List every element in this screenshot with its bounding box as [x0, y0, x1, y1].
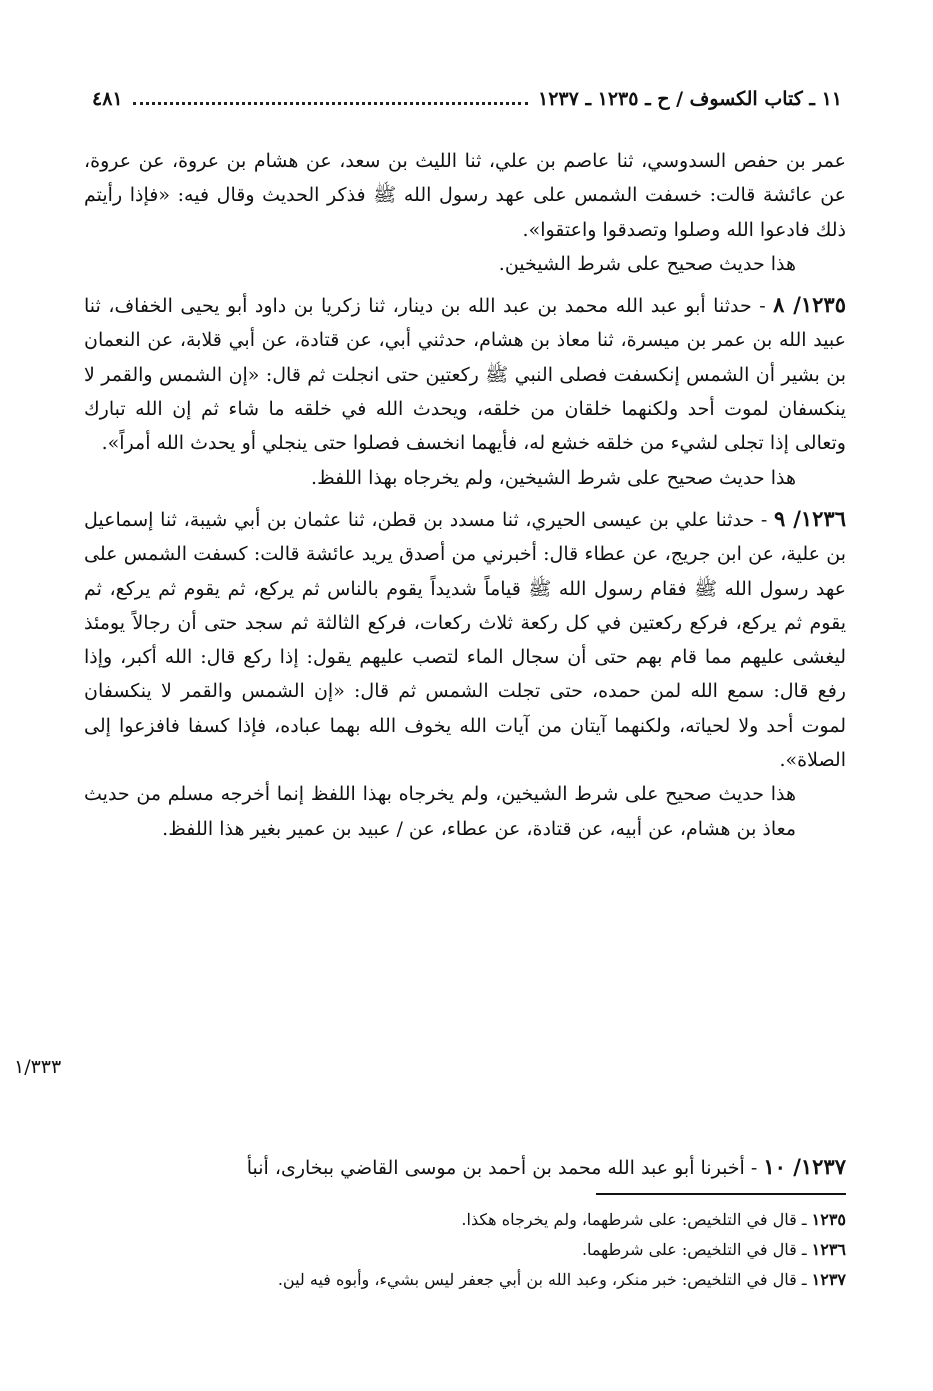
footnote-number: ١٢٣٧ — [811, 1270, 846, 1289]
hadith-1237 — [84, 1150, 846, 1185]
hadith-1235 — [84, 288, 846, 460]
footnote-text: ـ قال في التلخيص: خبر منكر، وعبد الله بن أبي جعفر ليس بشيء، وأبوه فيه لين. — [277, 1270, 812, 1289]
verdict-2: هذا حديث صحيح على شرط الشيخين، ولم يخرجاه بهذا اللفظ. — [311, 466, 796, 489]
page-header — [92, 84, 842, 114]
dotted-leader — [133, 102, 528, 105]
footnote — [84, 1265, 846, 1295]
hadith-number-1235: ١٢٣٥/ ٨ — [773, 292, 846, 318]
hadith-text-1235: - حدثنا أبو عبد الله محمد بن عبد الله بن دينار، ثنا زكريا بن داود أبو يحيى الخفاف، ثنا عبيد الله بن عمر بن ميسرة، ثنا معاذ بن هشام، حدثني أبي، عن قتادة، عن أبي قلابة، عن النعمان بن بشير أن الشمس إنكسفت فصلى النبي ﷺ ركعتين حتى انجلت ثم قال: «إن الشمس والقمر لا ينكسفان لموت أحد ولكنهما خلقان من خلقه، ويحدث الله في خلقه ما شاء ثم إن الله تبارك وتعالى إذا تجلى لشيء من خلقه خشع له، فأيهما انخسف فصلوا حتى ينجلي أو يحدث الله أمراً». — [84, 295, 846, 455]
hadith-number-1236: ١٢٣٦/ ٩ — [773, 505, 846, 531]
footnote — [84, 1205, 846, 1235]
footnotes — [84, 1205, 846, 1295]
hadith-text-1236: - حدثنا علي بن عيسى الحيري، ثنا مسدد بن قطن، ثنا عثمان بن أبي شيبة، ثنا إسماعيل بن علية، عن ابن جريج، عن عطاء قال: أخبرني من أصدق يريد عائشة قالت: كسفت الشمس على عهد رسول الله ﷺ فقام رسول الله ﷺ قياماً شديداً يقوم بالناس ثم يركع، ثم يقوم ثم يركع، ثم يقوم ثم يركع، فركع ركعتين في كل ركعة ثلاث ركعات، فركع الثالثة ثم سجد حتى أن رجالاً يومئذ ليغشى عليهم مما قام بهم حتى أن سجال الماء لتصب عليهم يقول: إذا ركع قال: الله أكبر، وإذا رفع قال: سمع الله لمن حمده، حتى تجلت الشمس ثم قال: «إن الشمس والقمر لا ينكسفان لموت أحد ولا لحياته، ولكنهما آيتان من آيات الله يخوف الله بهما عباده، فإذا كسفا فافزعوا إلى الصلاة». — [84, 508, 846, 772]
footnote-separator — [596, 1193, 846, 1195]
verdict-1: هذا حديث صحيح على شرط الشيخين. — [498, 252, 796, 275]
running-title: ١١ ـ كتاب الكسوف / ح ـ ١٢٣٥ ـ ١٢٣٧ — [538, 88, 842, 110]
footnote-text: ـ قال في التلخيص: على شرطهما، ولم يخرجاه هكذا. — [461, 1210, 812, 1229]
main-text — [84, 144, 846, 853]
hadith-text-1237: - أخبرنا أبو عبد الله محمد بن أحمد بن موسى القاضي ببخارى، أنبأ — [246, 1157, 764, 1179]
hadith-1236 — [84, 502, 846, 777]
paragraph-continuation: عمر بن حفص السدوسي، ثنا عاصم بن علي، ثنا الليث بن سعد، عن هشام بن عروة، عن عروة، عن عائشة قالت: خسفت الشمس على عهد رسول الله ﷺ فذكر الحديث وقال فيه: «فإذا رأيتم ذلك فادعوا الله وصلوا وتصدقوا واعتقوا». — [84, 150, 846, 241]
hadith-number-1237: ١٢٣٧/ ١٠ — [763, 1154, 846, 1179]
verdict-3: هذا حديث صحيح على شرط الشيخين، ولم يخرجاه بهذا اللفظ إنما أخرجه مسلم من حديث معاذ بن هشام، عن أبيه، عن قتادة، عن عطاء، عن / عبيد بن عمير بغير هذا اللفظ. — [84, 783, 796, 840]
footnote — [84, 1235, 846, 1265]
footnote-text: ـ قال في التلخيص: على شرطهما. — [581, 1240, 812, 1259]
margin-reference: ١/٣٣٣ — [14, 1056, 62, 1078]
footnote-number: ١٢٣٥ — [811, 1210, 846, 1229]
page-number: ٤٨١ — [92, 88, 123, 110]
footnote-number: ١٢٣٦ — [811, 1240, 846, 1259]
